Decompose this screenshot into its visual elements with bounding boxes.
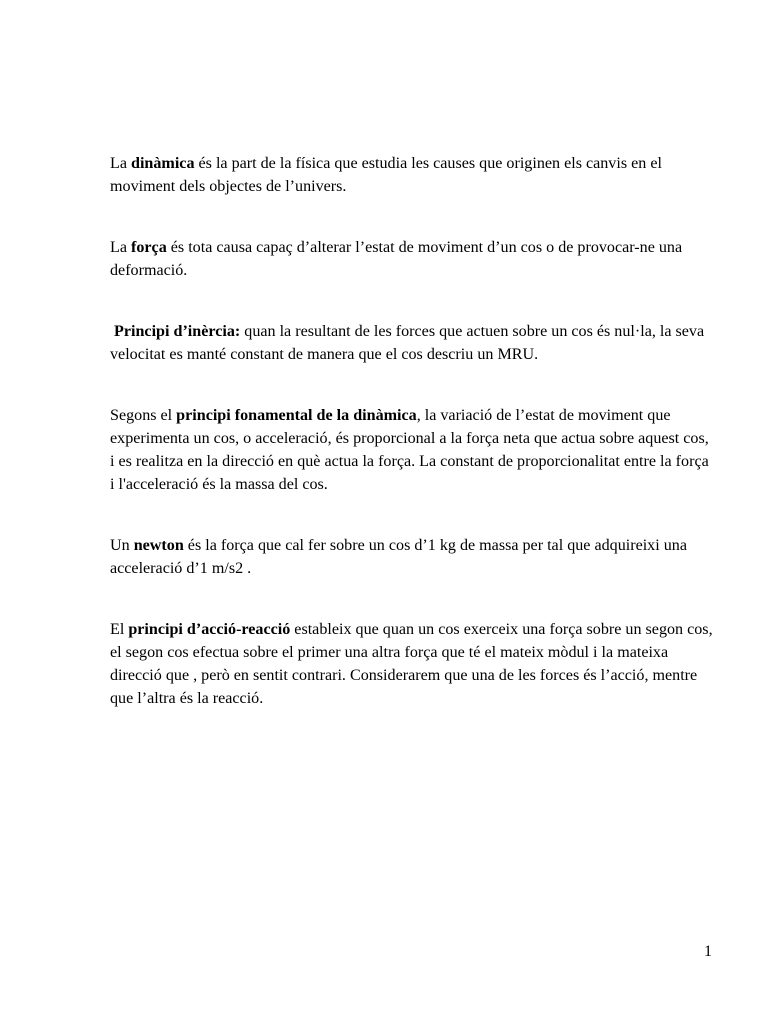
paragraph-newton: [110, 534, 716, 580]
paragraph-spacer: [110, 580, 716, 618]
paragraph-dinamica-text: és la part de la física que estudia les causes que originen els canvis en el moviment dels objectes de l’univers.: [110, 155, 662, 195]
term-forca: força: [131, 239, 167, 256]
document-page: [110, 152, 716, 710]
term-newton: newton: [133, 537, 184, 554]
paragraph-spacer: [110, 198, 716, 236]
page-number: 1: [704, 943, 712, 960]
paragraph-fonamental: [110, 404, 716, 496]
paragraph-dinamica-pre: La: [110, 155, 131, 172]
paragraph-inercia-text: quan la resultant de les forces que actuen sobre un cos és nul·la, la seva velocitat es manté constant de manera que el cos descriu un MRU.: [110, 323, 705, 363]
paragraph-dinamica: [110, 152, 716, 198]
paragraph-fonamental-pre: Segons el: [110, 407, 177, 424]
paragraph-accio-reaccio: [110, 618, 716, 710]
paragraph-accio-reaccio-pre: El: [110, 621, 129, 638]
term-principi-inercia: Principi d’inèrcia:: [114, 323, 241, 340]
paragraph-spacer: [110, 496, 716, 534]
paragraph-inercia: [110, 320, 716, 366]
paragraph-forca-pre: La: [110, 239, 131, 256]
paragraph-forca-text: és tota causa capaç d’alterar l’estat de moviment d’un cos o de provocar-ne una deformació.: [110, 239, 683, 279]
term-principi-fonamental: principi fonamental de la dinàmica: [176, 407, 417, 424]
paragraph-newton-text: és la força que cal fer sobre un cos d’1 kg de massa per tal que adquireixi una acceleració d’1 m/s2 .: [110, 537, 687, 577]
paragraph-newton-pre: Un: [110, 537, 134, 554]
term-principi-accio-reaccio: principi d’acció-reacció: [128, 621, 291, 638]
paragraph-spacer: [110, 366, 716, 404]
term-dinamica: dinàmica: [131, 155, 195, 172]
paragraph-accio-reaccio-text: estableix que quan un cos exerceix una força sobre un segon cos, el segon cos efectua sobre el primer una altra força que té el mateix mòdul i la mateixa direcció que , però en sentit contrari. Considerarem que una de les forces és l’acció, mentre que l’altra és la reacció.: [110, 621, 713, 707]
paragraph-forca: [110, 236, 716, 282]
paragraph-fonamental-text: , la variació de l’estat de moviment que experimenta un cos, o acceleració, és proporcional a la força neta que actua sobre aquest cos, i es realitza en la direcció en què actua la força. La constant de proporcionalitat entre la força i l'acceleració és la massa del cos.: [110, 407, 709, 493]
paragraph-spacer: [110, 282, 716, 320]
